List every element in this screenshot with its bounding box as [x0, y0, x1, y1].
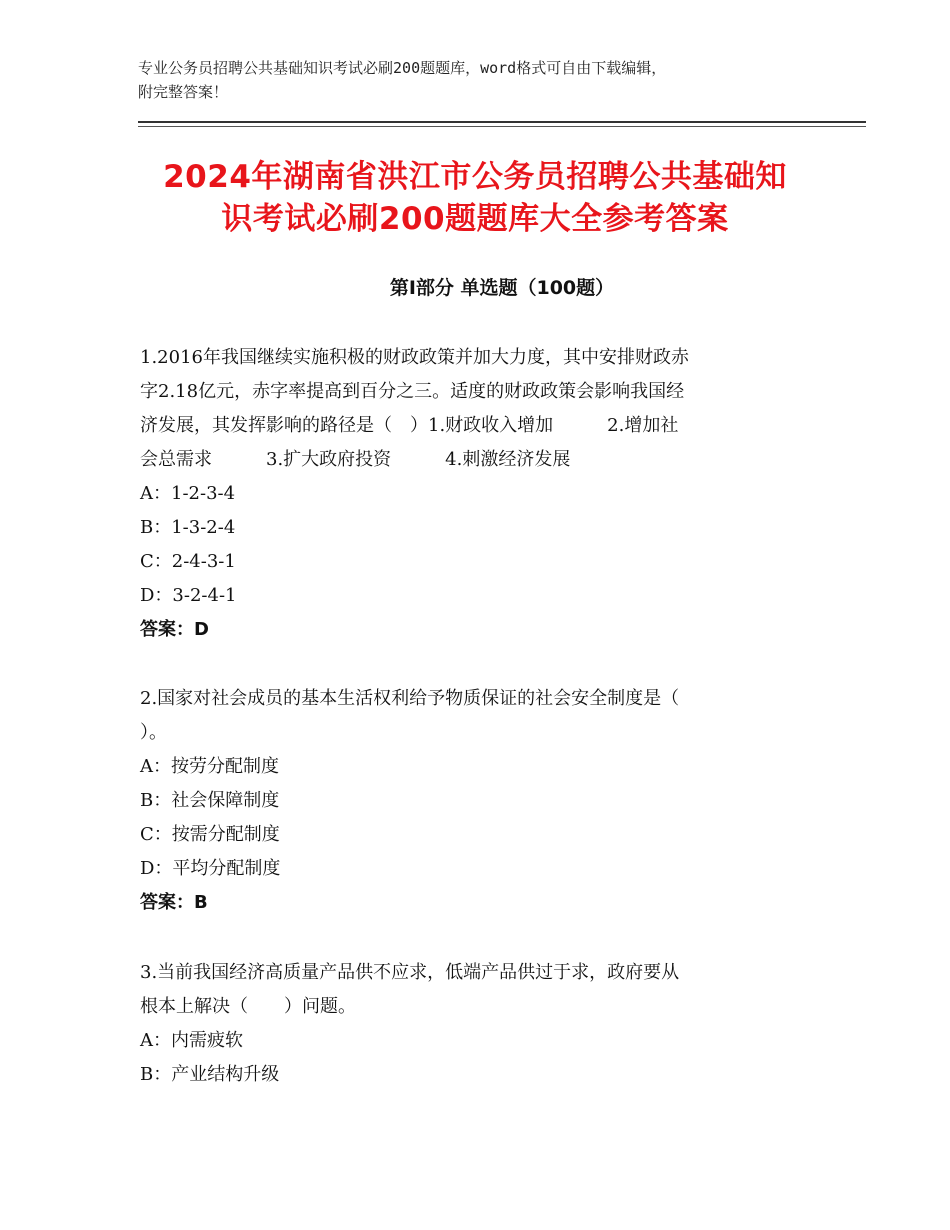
- option-d: D：3-2-4-1: [140, 585, 237, 606]
- option-c: C：2-4-3-1: [140, 551, 236, 572]
- question-stem-line: 根本上解决（ ）问题。: [140, 996, 356, 1017]
- option-c: C：按需分配制度: [140, 824, 280, 845]
- document-title-line: 识考试必刷200题题库大全参考答案: [221, 201, 729, 237]
- question-stem-line: 1.2016年我国继续实施积极的财政政策并加大力度，其中安排财政赤: [140, 347, 689, 368]
- question-stem-line: 2.国家对社会成员的基本生活权利给予物质保证的社会安全制度是（: [140, 688, 680, 709]
- answer-label: 答案：B: [140, 892, 208, 913]
- document-title: [120, 156, 830, 240]
- question-stem-line: 济发展，其发挥影响的路径是（ ）1.财政收入增加 2.增加社: [140, 415, 679, 436]
- option-d: D：平均分配制度: [140, 858, 281, 879]
- option-a: A：1-2-3-4: [140, 483, 236, 504]
- header-divider-thick: [138, 121, 866, 123]
- section-title: 第Ⅰ部分 单选题（100题）: [389, 277, 615, 299]
- question-1: [140, 341, 810, 647]
- question-3: [140, 956, 810, 1092]
- question-stem-line: 3.当前我国经济高质量产品供不应求，低端产品供过于求，政府要从: [140, 962, 680, 983]
- header-note: [138, 56, 838, 104]
- document-title-line: 2024年湖南省洪江市公务员招聘公共基础知: [163, 159, 787, 195]
- header-divider-thin: [138, 126, 866, 127]
- question-2: [140, 682, 810, 920]
- option-b: B：社会保障制度: [140, 790, 280, 811]
- answer-label: 答案：D: [140, 619, 209, 640]
- option-b: B：1-3-2-4: [140, 517, 236, 538]
- header-note-line: 专业公务员招聘公共基础知识考试必刷200题题库，word格式可自由下载编辑，: [138, 59, 667, 77]
- header-note-line: 附完整答案！: [138, 83, 229, 101]
- option-b: B：产业结构升级: [140, 1064, 280, 1085]
- question-stem-line: ）。: [140, 722, 167, 743]
- question-stem-line: 会总需求 3.扩大政府投资 4.刺激经济发展: [140, 449, 571, 470]
- option-a: A：内需疲软: [140, 1030, 243, 1051]
- question-stem-line: 字2.18亿元，赤字率提高到百分之三。适度的财政政策会影响我国经: [140, 381, 685, 402]
- option-a: A：按劳分配制度: [140, 756, 279, 777]
